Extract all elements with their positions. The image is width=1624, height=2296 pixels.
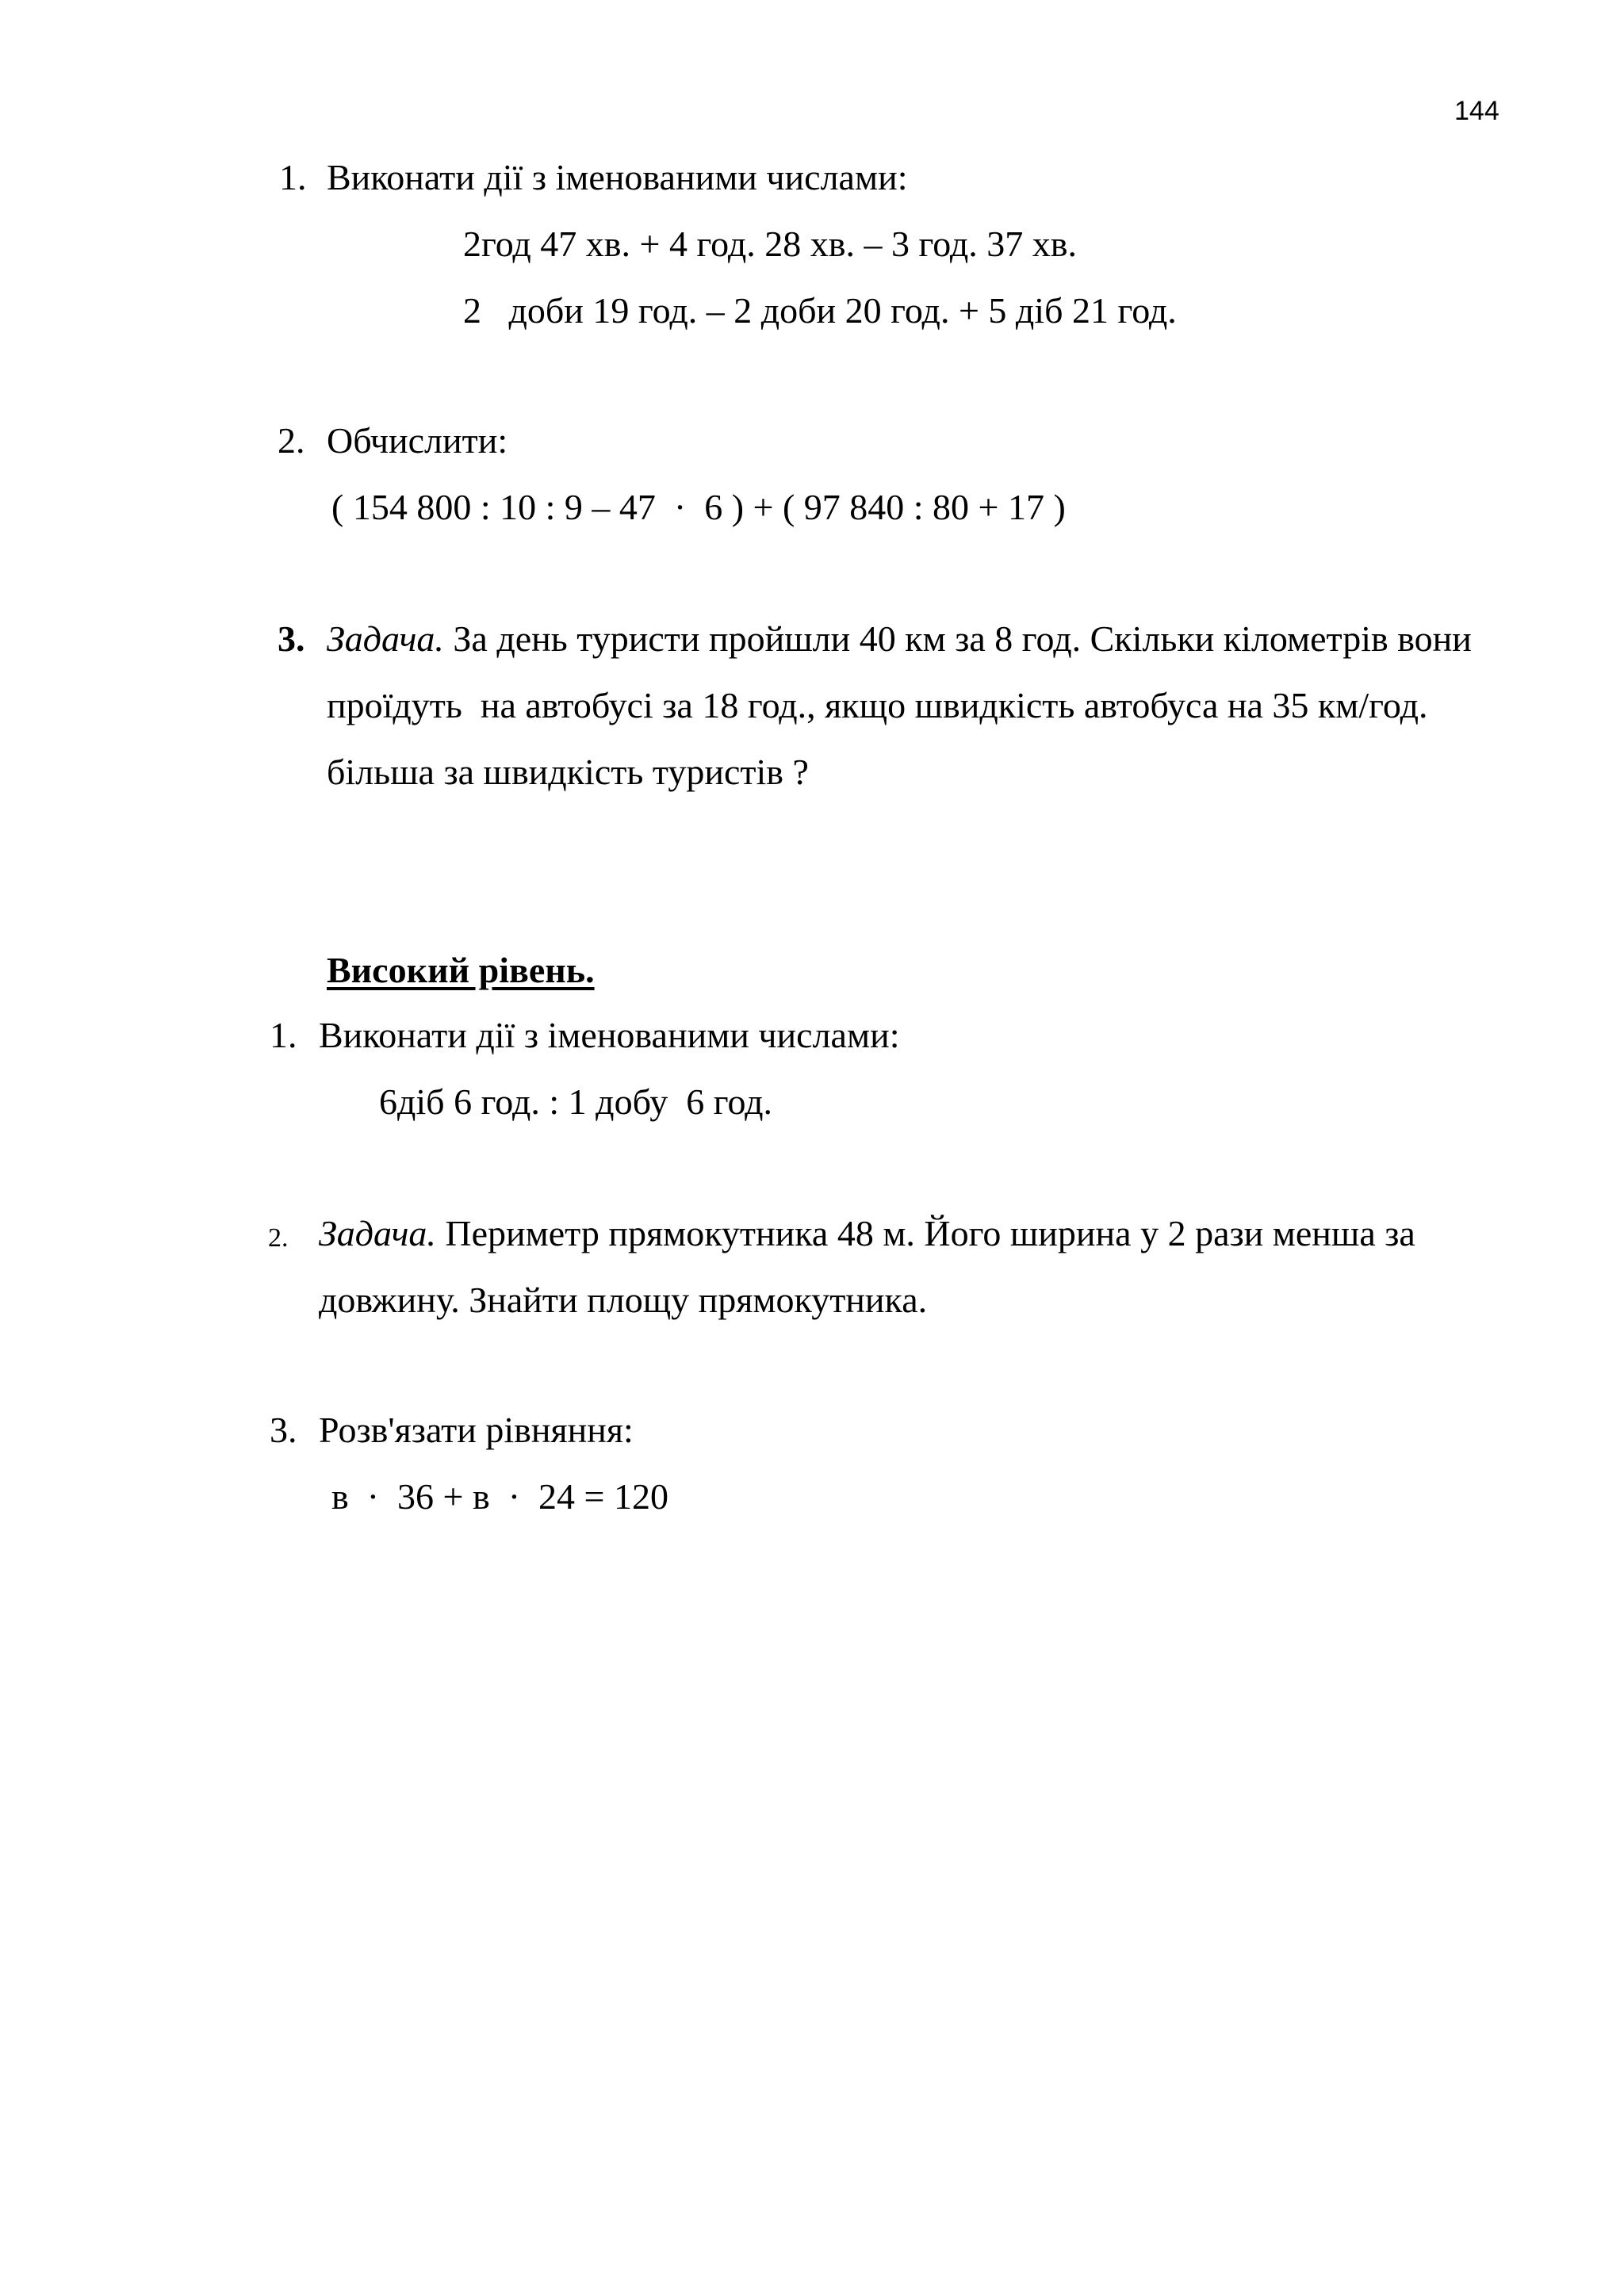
task-text: Розв'язати рівняння: [319, 1410, 634, 1450]
problem-label: Задача. [327, 618, 444, 659]
problem-line: довжину. Знайти площу прямокутника. [319, 1280, 928, 1320]
task-text: Обчислити: [327, 420, 508, 461]
problem-line [319, 1211, 1415, 1256]
problem-text: Периметр прямокутника 48 м. Його ширина у 2 рази менша за [435, 1213, 1415, 1253]
task-text: Виконати дії з іменованими числами: [319, 1015, 900, 1055]
expression: ( 154 800 : 10 : 9 – 47 · 6 ) + ( 97 840 : 80 + 17 ) [331, 487, 1066, 527]
problem-text: За день туристи пройшли 40 км за 8 год. Скільки кілометрів вони [443, 618, 1472, 659]
problem-line: більша за швидкість туристів ? [327, 752, 809, 792]
expression: 2год 47 хв. + 4 год. 28 хв. – 3 год. 37 хв. [463, 224, 1078, 264]
expression: 6діб 6 год. : 1 добу 6 год. [379, 1081, 773, 1122]
item-number: 1. [279, 157, 307, 197]
item-number: 3. [278, 618, 305, 659]
item-number: 3. [270, 1410, 297, 1450]
expression: 2 доби 19 год. – 2 доби 20 год. + 5 діб 21 год. [463, 290, 1177, 331]
item-number: 2. [268, 1223, 289, 1253]
problem-line: проїдуть на автобусі за 18 год., якщо швидкість автобуса на 35 км/год. [327, 685, 1428, 725]
expression: в · 36 + в · 24 = 120 [331, 1476, 668, 1517]
section-heading: Високий рівень. [327, 950, 595, 990]
problem-label: Задача. [319, 1213, 436, 1253]
task-text: Виконати дії з іменованими числами: [327, 157, 908, 197]
item-number: 1. [270, 1015, 297, 1055]
page-number: 144 [1454, 96, 1500, 126]
item-number: 2. [278, 420, 305, 461]
problem-line [327, 617, 1472, 661]
